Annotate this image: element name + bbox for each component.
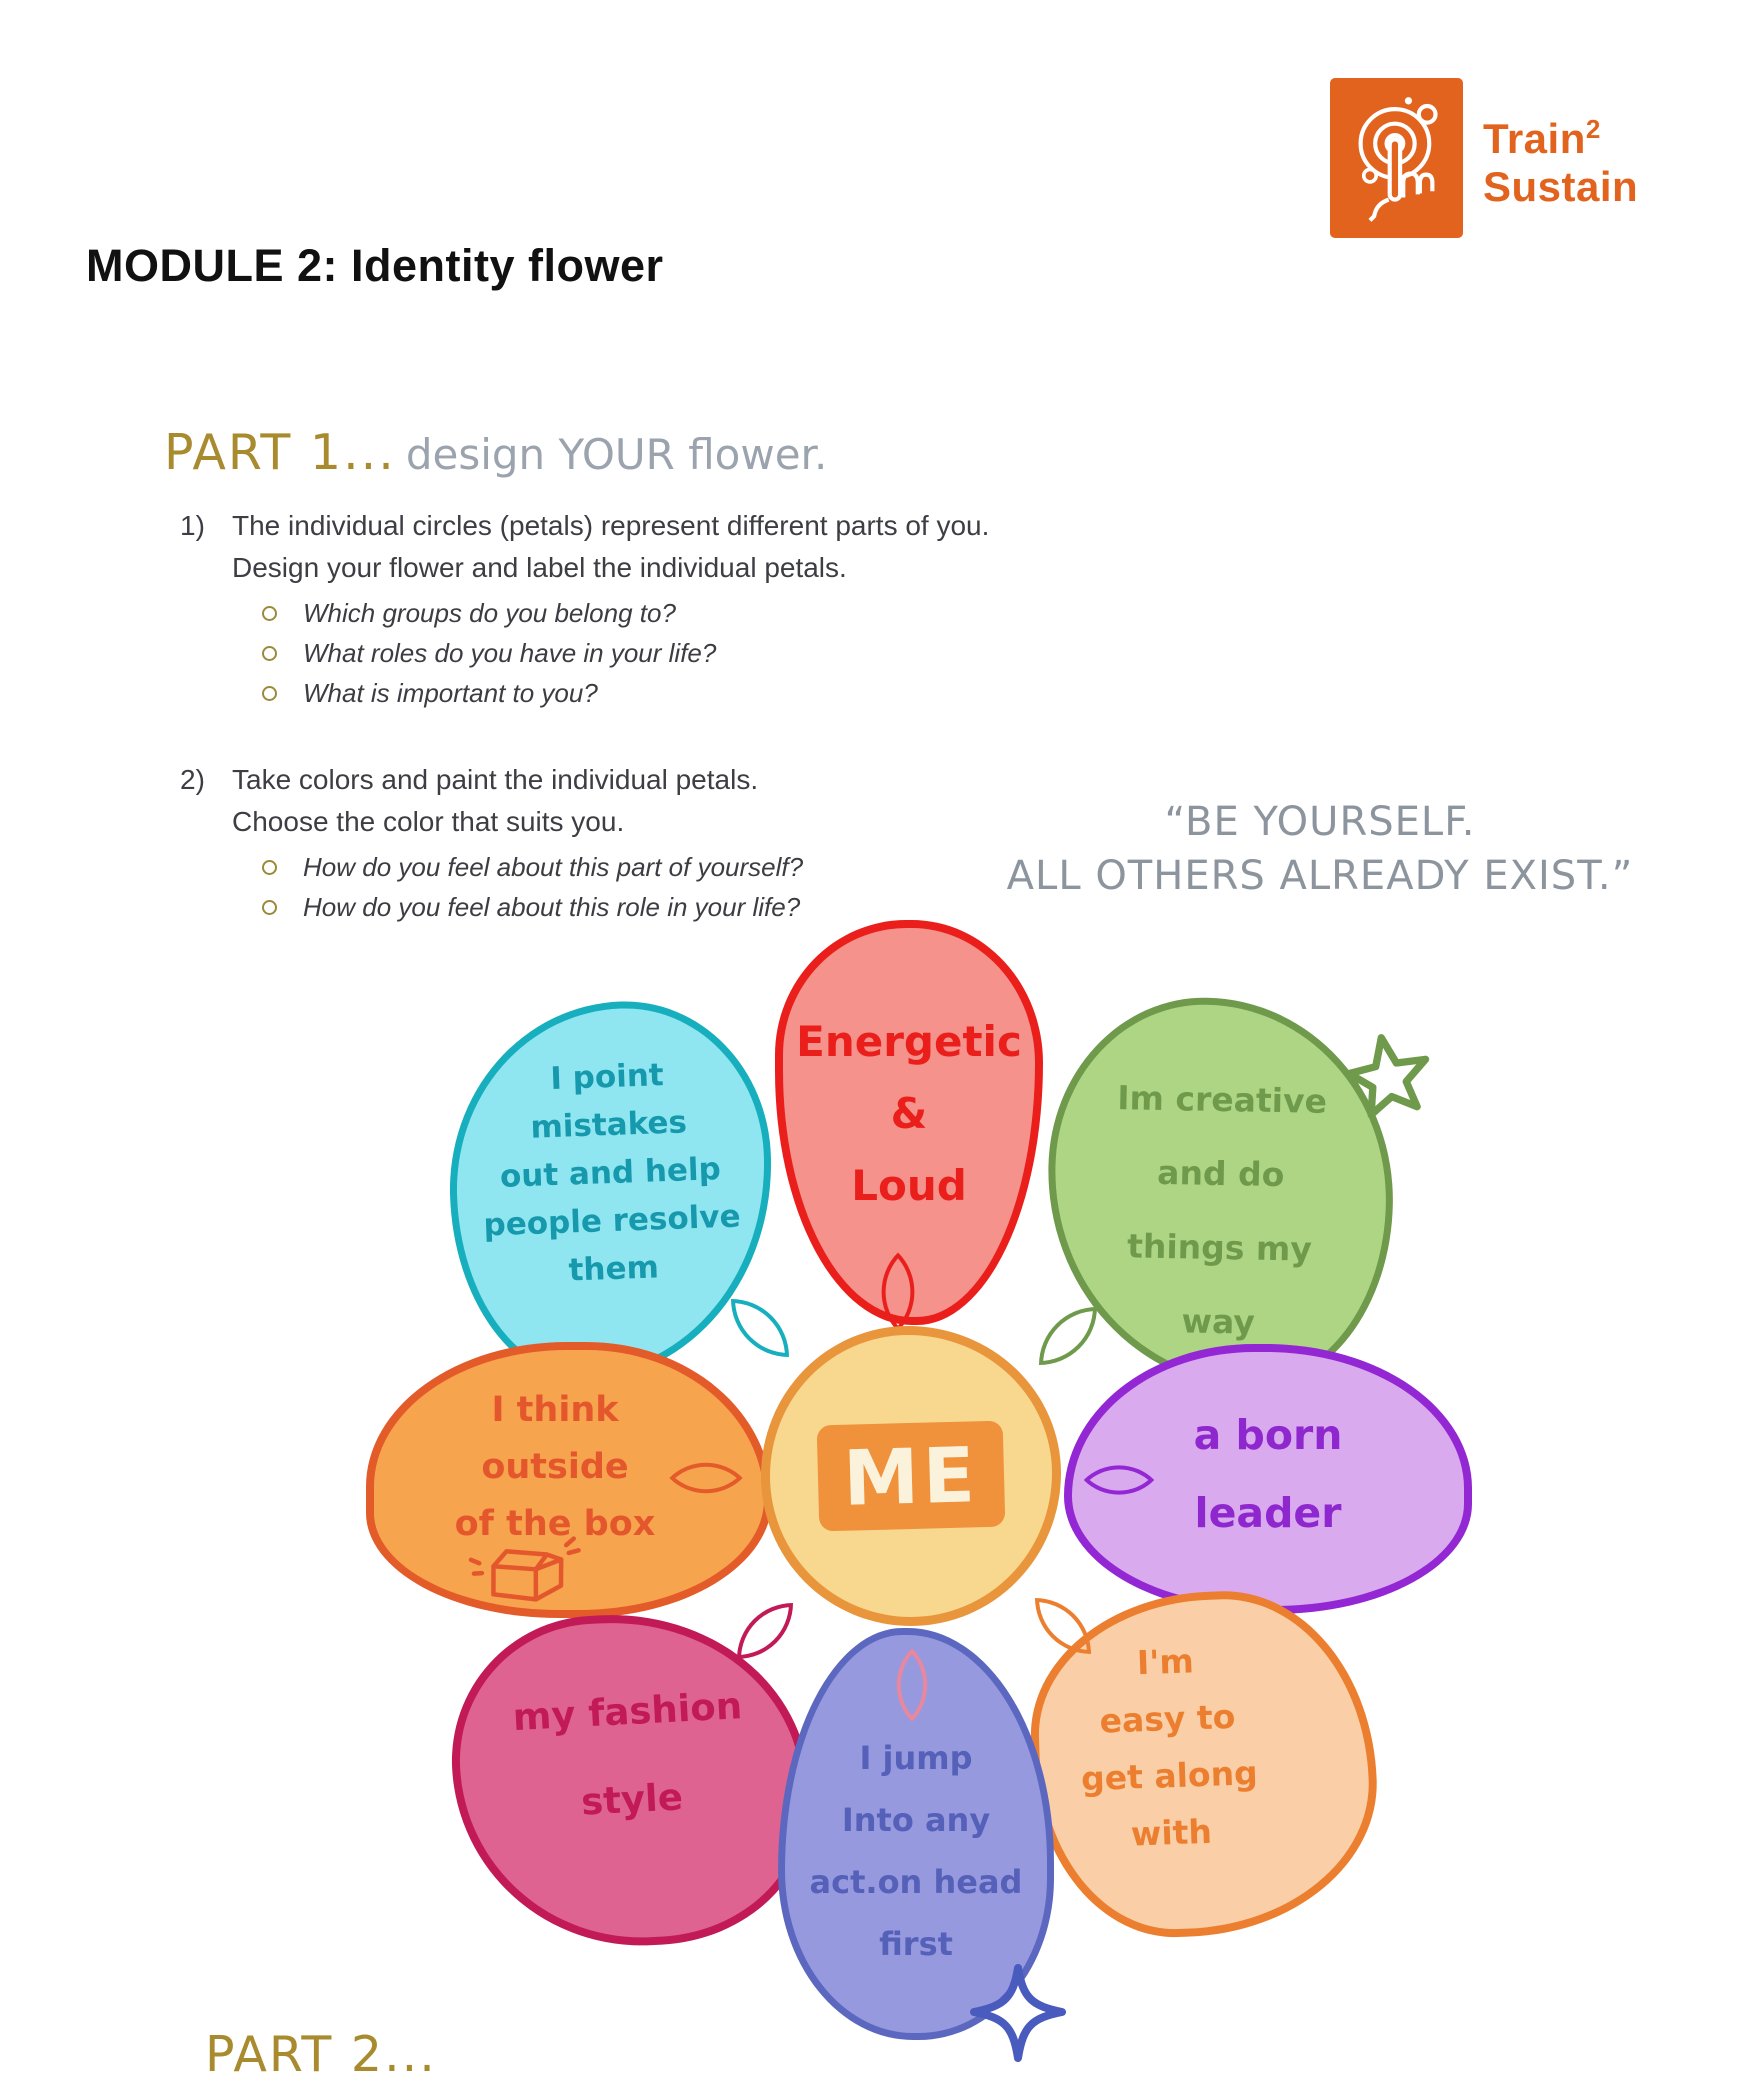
- petal-text-line: Energetic: [796, 1017, 1022, 1066]
- petal-text-line: people resolve: [482, 1198, 742, 1244]
- petal-text-line: with: [1130, 1811, 1213, 1854]
- quote-line-2: ALL OTHERS ALREADY EXIST.”: [1006, 853, 1634, 899]
- petal-text-line: of the box: [454, 1504, 656, 1544]
- part2-heading: PART 2...: [205, 2026, 437, 2083]
- me-badge: [817, 1421, 1006, 1532]
- petal-text-line: mistakes: [529, 1104, 688, 1146]
- page-title: MODULE 2: Identity flower: [86, 240, 664, 291]
- item-number: 2): [180, 764, 205, 795]
- petal-energetic-loud: [775, 920, 1043, 1325]
- item-line: Choose the color that suits you.: [232, 806, 625, 837]
- brand-word-sustain: Sustain: [1483, 163, 1639, 210]
- item-line: Design your flower and label the individual petals.: [232, 552, 847, 583]
- petal-text-line: Loud: [851, 1161, 967, 1210]
- flower-center: [761, 1326, 1061, 1626]
- petal-text-line: a born: [1193, 1411, 1343, 1459]
- petal-text-line: things my: [1126, 1226, 1313, 1269]
- leaf-doodle: [1035, 1598, 1091, 1654]
- bullet-text: How do you feel about this part of yourself?: [303, 852, 804, 882]
- petal-text-line: get along: [1080, 1753, 1259, 1799]
- petal-text-line: I think: [491, 1390, 619, 1430]
- star-doodle-icon: [1338, 1028, 1441, 1135]
- item-line: Take colors and paint the individual petals.: [232, 764, 759, 795]
- open-box-doodle-icon: [465, 1526, 587, 1619]
- leaf-doodle: [737, 1603, 793, 1659]
- petal-text-line: first: [879, 1925, 953, 1963]
- petal-text-line: outside: [481, 1447, 629, 1487]
- petal-text-line: and do: [1156, 1152, 1285, 1195]
- petal-text-line: style: [580, 1775, 684, 1824]
- petal-text-line: I jump: [859, 1739, 973, 1777]
- bullet-text: How do you feel about this role in your life?: [303, 892, 801, 922]
- petal-text-line: leader: [1194, 1489, 1342, 1537]
- part1-subtitle: design YOUR flower.: [405, 430, 828, 479]
- part1-label: PART 1...: [164, 424, 396, 481]
- petal-text-line: I point: [549, 1057, 665, 1098]
- bullet-text: What is important to you?: [303, 678, 598, 708]
- brand-superscript: 2: [1585, 114, 1601, 144]
- quote-line-1: “BE YOURSELF.: [1164, 799, 1476, 845]
- petal-text-line: my fashion: [511, 1684, 744, 1740]
- petal-fashion-style: [445, 1605, 818, 1955]
- sparkle-doodle-icon: [958, 1966, 1078, 2071]
- item-line: The individual circles (petals) represent different parts of you.: [232, 510, 990, 541]
- petal-text-line: way: [1181, 1301, 1256, 1342]
- petal-text-line: Im creative: [1116, 1078, 1328, 1121]
- leaf-doodle: [1039, 1307, 1097, 1365]
- leaf-doodle: [731, 1299, 789, 1357]
- petal-text-line: Into any: [841, 1801, 991, 1839]
- petal-point-mistakes: [444, 996, 779, 1385]
- bullet-text: What roles do you have in your life?: [303, 638, 717, 668]
- bullet-text: Which groups do you belong to?: [303, 598, 676, 628]
- petal-text-line: I'm: [1136, 1641, 1195, 1683]
- brand-word-train: Train: [1483, 115, 1586, 162]
- petal-text-line: &: [890, 1089, 928, 1138]
- petal-text-line: easy to: [1098, 1696, 1236, 1741]
- petal-text-line: act.on head: [809, 1863, 1023, 1901]
- petal-text-line: out and help: [499, 1151, 722, 1195]
- item-number: 1): [180, 510, 205, 541]
- me-label: ME: [842, 1429, 980, 1523]
- petal-text-line: them: [568, 1249, 660, 1289]
